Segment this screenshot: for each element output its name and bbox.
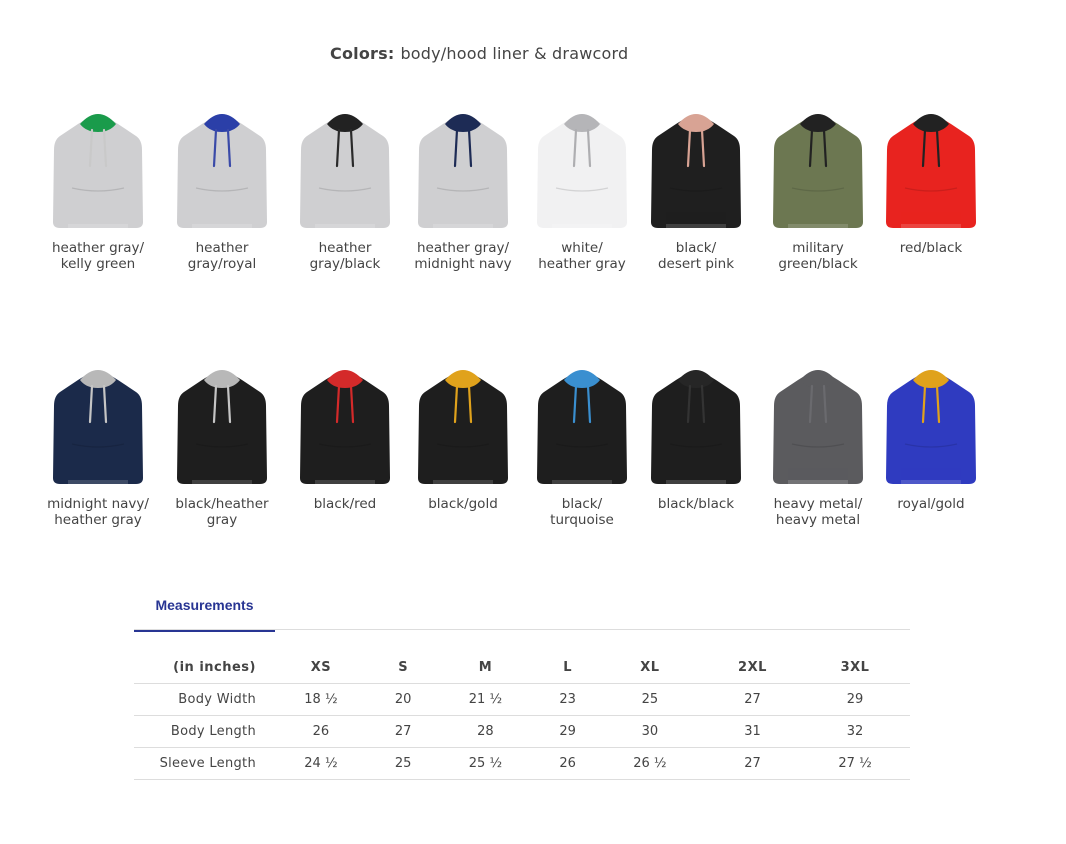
header-cell: 3XL xyxy=(840,659,870,675)
hoodie-icon xyxy=(883,356,979,492)
header-cell: XS xyxy=(310,659,332,675)
color-swatch[interactable] xyxy=(527,356,637,528)
table-row xyxy=(134,684,910,716)
swatch-label: white/ heather gray xyxy=(538,240,626,272)
hoodie-icon xyxy=(648,356,744,492)
tab-divider xyxy=(134,629,910,630)
table-cell: 21 ½ xyxy=(468,692,503,707)
measurements-table xyxy=(134,651,910,780)
color-swatch[interactable] xyxy=(876,356,986,512)
table-cell: 24 ½ xyxy=(304,756,338,771)
color-swatch[interactable] xyxy=(290,356,400,512)
table-row xyxy=(134,716,910,748)
tab-measurements-label: Measurements xyxy=(155,597,254,613)
header-cell: (in inches) xyxy=(173,659,256,675)
swatch-label: heavy metal/ heavy metal xyxy=(773,496,863,528)
table-cell: 32 xyxy=(846,724,864,739)
tab-measurements[interactable] xyxy=(134,594,275,632)
table-header-row xyxy=(134,651,910,684)
hoodie-icon xyxy=(534,100,630,236)
hoodie-icon xyxy=(50,356,146,492)
color-swatch[interactable] xyxy=(408,356,518,512)
hoodie-icon xyxy=(648,100,744,236)
header-cell: 2XL xyxy=(738,659,767,675)
color-swatch[interactable] xyxy=(290,100,400,272)
color-swatch[interactable] xyxy=(641,356,751,512)
hoodie-icon xyxy=(770,100,866,236)
hoodie-icon xyxy=(297,356,393,492)
hoodie-icon xyxy=(534,356,630,492)
color-swatch[interactable] xyxy=(167,100,277,272)
swatch-label: heather gray/ kelly green xyxy=(51,240,145,272)
table-cell: 26 xyxy=(312,724,330,739)
hoodie-icon xyxy=(297,100,393,236)
colors-heading-text: body/hood liner & drawcord xyxy=(400,44,629,63)
color-swatch[interactable] xyxy=(408,100,518,272)
table-cell: 23 xyxy=(559,692,576,707)
color-swatch[interactable] xyxy=(527,100,637,272)
hoodie-icon xyxy=(415,100,511,236)
swatch-label: royal/gold xyxy=(897,496,965,512)
table-cell: 28 xyxy=(477,724,494,739)
swatch-label: midnight navy/ heather gray xyxy=(47,496,149,528)
swatch-label: black/ desert pink xyxy=(657,240,735,272)
hoodie-icon xyxy=(883,100,979,236)
table-cell: 27 xyxy=(394,724,412,739)
table-cell: 26 xyxy=(559,756,576,771)
table-cell: 27 ½ xyxy=(838,756,872,771)
color-swatch[interactable] xyxy=(43,100,153,272)
hoodie-icon xyxy=(50,100,146,236)
table-cell: 31 xyxy=(744,724,761,739)
color-swatch[interactable] xyxy=(43,356,153,528)
swatch-label: black/ turquoise xyxy=(550,496,614,528)
table-cell: 25 xyxy=(641,692,659,707)
table-cell: 30 xyxy=(641,724,659,739)
hoodie-icon xyxy=(174,356,270,492)
swatch-label: heather gray/ midnight navy xyxy=(414,240,512,272)
header-cell: L xyxy=(563,659,573,675)
swatch-label: red/black xyxy=(899,240,963,256)
table-cell: 18 ½ xyxy=(304,692,338,707)
hoodie-icon xyxy=(770,356,866,492)
header-cell: XL xyxy=(640,659,660,675)
color-swatch[interactable] xyxy=(876,100,986,256)
table-cell: 25 ½ xyxy=(468,756,503,771)
table-cell: 26 ½ xyxy=(633,756,667,771)
swatch-label: heather gray/black xyxy=(309,240,381,272)
color-swatch[interactable] xyxy=(641,100,751,272)
swatch-label: black/gold xyxy=(428,496,498,512)
header-cell: M xyxy=(478,659,493,675)
swatch-label: black/heather gray xyxy=(175,496,269,528)
hoodie-icon xyxy=(174,100,270,236)
table-cell: 27 xyxy=(744,756,761,771)
table-cell: 29 xyxy=(559,724,576,739)
color-swatch[interactable] xyxy=(167,356,277,528)
table-cell: 25 xyxy=(394,756,412,771)
table-cell: 29 xyxy=(846,692,864,707)
color-swatch[interactable] xyxy=(763,100,873,272)
table-row xyxy=(134,748,910,780)
table-cell: 20 xyxy=(394,692,412,707)
row-label: Body Length xyxy=(170,724,256,739)
row-label: Body Width xyxy=(178,692,256,707)
hoodie-icon xyxy=(415,356,511,492)
colors-heading xyxy=(330,44,628,63)
swatch-label: military green/black xyxy=(778,240,858,272)
colors-heading-label: Colors: xyxy=(330,44,395,63)
table-cell: 27 xyxy=(744,692,761,707)
swatch-label: black/black xyxy=(657,496,735,512)
header-cell: S xyxy=(398,659,409,675)
swatch-label: heather gray/royal xyxy=(187,240,257,272)
color-swatch[interactable] xyxy=(763,356,873,528)
row-label: Sleeve Length xyxy=(159,756,256,771)
swatch-label: black/red xyxy=(313,496,377,512)
